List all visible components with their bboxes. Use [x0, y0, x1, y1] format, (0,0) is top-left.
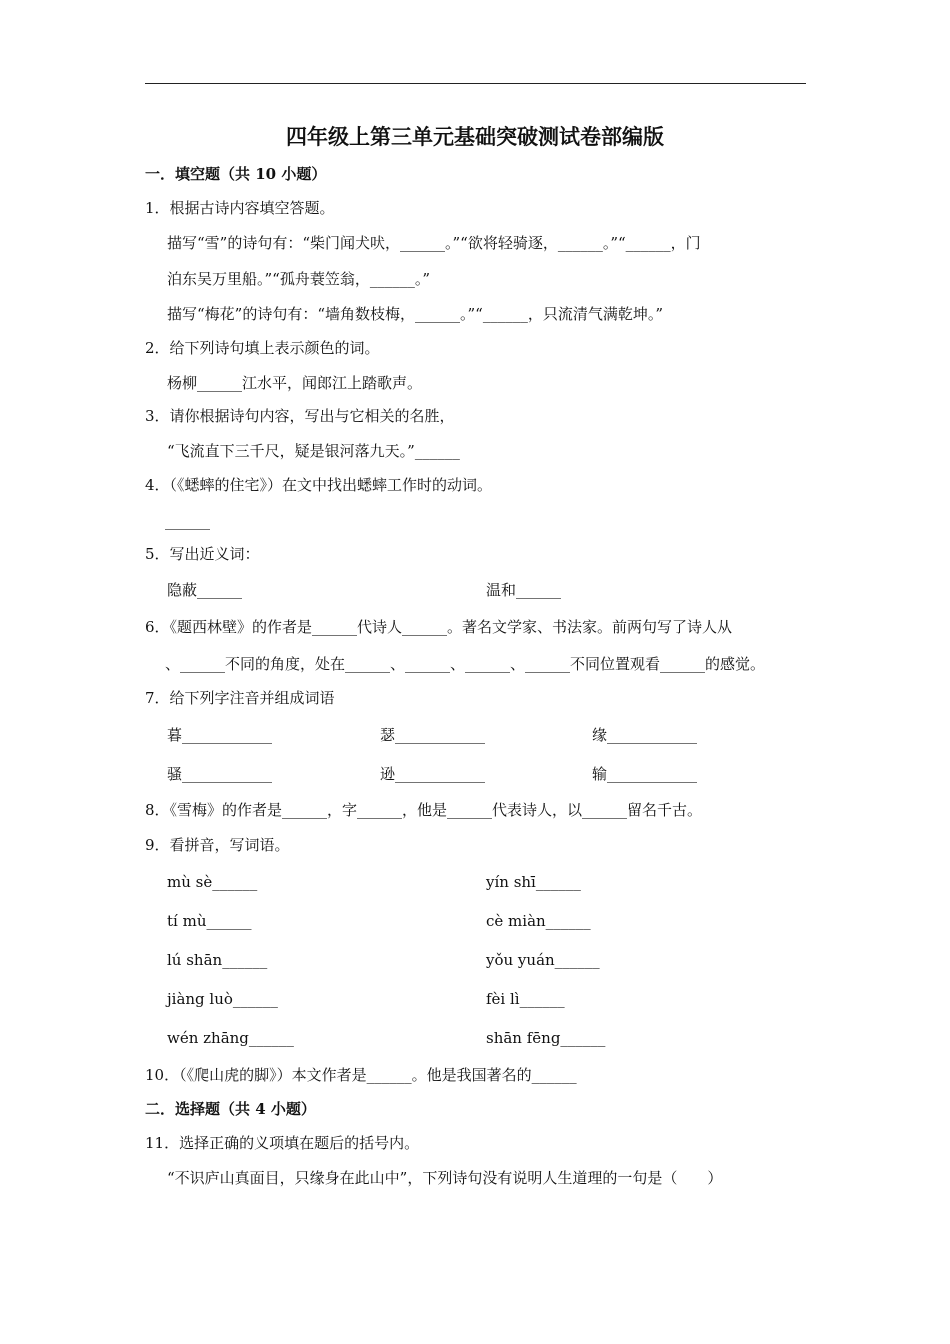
question-9-item: wén zhāng______: [167, 1029, 294, 1047]
question-2-stem: 2．给下列诗句填上表示颜色的词。: [145, 339, 380, 357]
question-7-item: 输____________: [592, 765, 698, 783]
question-2-line-1: 杨柳______江水平，闻郎江上踏歌声。: [167, 374, 423, 392]
question-9-item: shān fēng______: [486, 1029, 606, 1047]
page-title: 四年级上第三单元基础突破测试卷部编版: [286, 124, 664, 149]
question-7-item: 瑟____________: [380, 726, 486, 744]
question-5-right: 温和______: [486, 581, 562, 599]
question-7-item: 暮____________: [167, 726, 273, 744]
question-9-item: jiàng luò______: [167, 990, 278, 1008]
question-6-line-1: 6．《题西林壁》的作者是______代诗人______。著名文学家、书法家。前两句写了诗人从: [145, 618, 733, 636]
header-rule: [145, 83, 806, 84]
question-1-stem: 1．根据古诗内容填空答题。: [145, 199, 335, 217]
question-7-stem: 7．给下列字注音并组成词语: [145, 689, 335, 707]
section-heading-choice: 二．选择题（共 4 小题）: [145, 1100, 316, 1118]
question-8-stem: 8．《雪梅》的作者是______，字______，他是______代表诗人，以______留名千古。: [145, 801, 703, 819]
question-4-stem: 4．（《蟋蟀的住宅》）在文中找出蟋蟀工作时的动词。: [145, 476, 493, 494]
question-9-item: fèi lì______: [486, 990, 565, 1008]
question-9-item: yǒu yuán______: [486, 951, 600, 969]
question-5-left: 隐蔽______: [167, 581, 243, 599]
question-9-item: lú shān______: [167, 951, 268, 969]
question-1-line-2: 泊东吴万里船。”“孤舟蓑笠翁，______。”: [167, 270, 431, 288]
question-5-stem: 5．写出近义词：: [145, 545, 260, 563]
question-7-item: 逊____________: [380, 765, 486, 783]
question-6-line-2: 、______不同的角度，处在______、______、______、______不同位置观看______的感觉。: [165, 655, 766, 673]
question-11-line-1: “不识庐山真面目，只缘身在此山中”，下列诗句没有说明人生道理的一句是（ ）: [167, 1169, 723, 1187]
question-9-item: cè miàn______: [486, 912, 591, 930]
question-4-blank: ______: [165, 512, 210, 530]
question-9-item: tí mù______: [167, 912, 252, 930]
question-7-item: 缘____________: [592, 726, 698, 744]
question-7-item: 骚____________: [167, 765, 273, 783]
section-heading-fill-in: 一．填空题（共 10 小题）: [145, 165, 327, 183]
question-1-line-1: 描写“雪”的诗句有：“柴门闻犬吠，______。”“欲将轻骑逐，______。”“______，门: [167, 234, 701, 252]
question-3-stem: 3．请你根据诗句内容，写出与它相关的名胜，: [145, 407, 455, 425]
question-10-stem: 10．（《爬山虎的脚》）本文作者是______。他是我国著名的______: [145, 1066, 577, 1084]
question-9-item: yín shī______: [486, 873, 581, 891]
question-3-line-1: “飞流直下三千尺，疑是银河落九天。”______: [167, 442, 460, 460]
question-9-item: mù sè______: [167, 873, 258, 891]
question-9-stem: 9．看拼音，写词语。: [145, 836, 290, 854]
question-1-line-3: 描写“梅花”的诗句有：“墙角数枝梅，______。”“______，只流清气满乾坤。”: [167, 305, 664, 323]
question-11-stem: 11．选择正确的义项填在题后的括号内。: [145, 1134, 420, 1152]
